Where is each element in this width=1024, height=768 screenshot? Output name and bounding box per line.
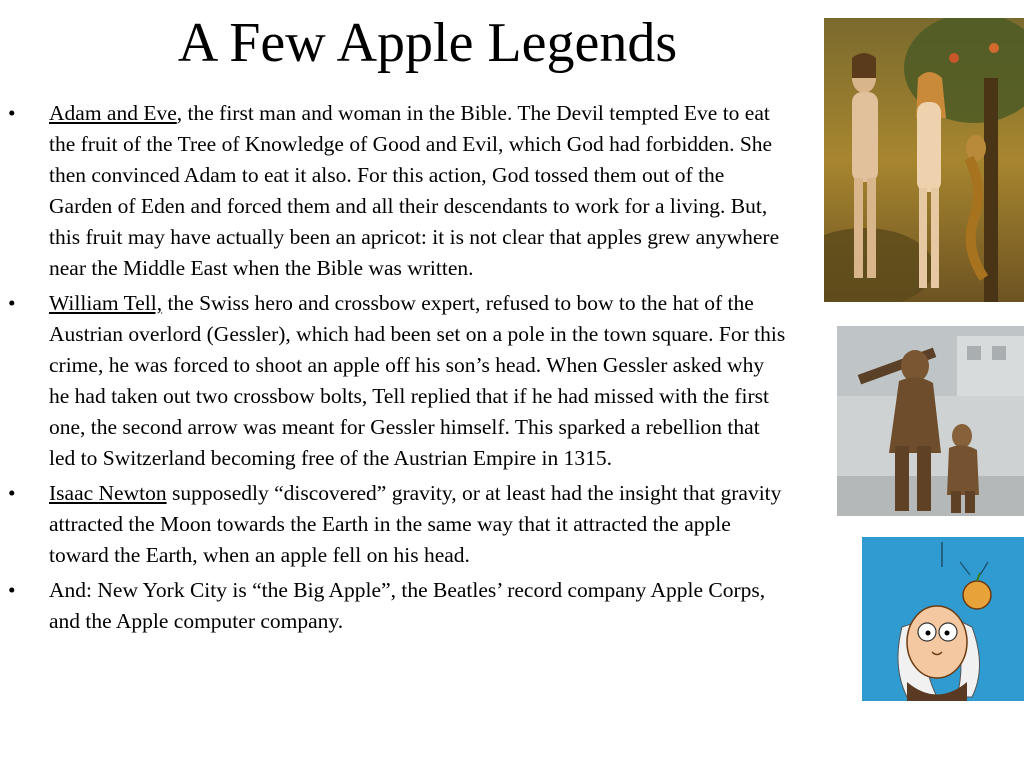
bullet-text-isaac-newton: supposedly “discovered” gravity, or at least had the insight that gravity attracted the Moon towards the Earth in the same way that it attracted the apple toward the Earth, when an apple fell on his head. [49,481,782,567]
bullet-text-other: And: New York City is “the Big Apple”, the Beatles’ record company Apple Corps, and the Apple computer company. [49,578,766,633]
bullet-item-isaac-newton [8,478,788,571]
bullet-list [8,98,788,641]
bullet-marker: • [8,578,16,602]
bullet-lead-adam-eve: Adam and Eve [49,101,177,125]
bullet-item-adam-eve [8,98,788,284]
bullet-lead-william-tell: William Tell, [49,291,163,315]
bullet-marker: • [8,101,16,125]
william-tell-statue-photo [837,326,1024,516]
bullet-item-william-tell [8,288,788,474]
adam-and-eve-painting [824,18,1024,302]
bullet-lead-isaac-newton: Isaac Newton [49,481,167,505]
bullet-marker: • [8,291,16,315]
bullet-marker: • [8,481,16,505]
slide-title: A Few Apple Legends [177,12,678,74]
newton-cartoon [862,537,1024,701]
bullet-item-other [8,575,788,637]
bullet-text-william-tell: the Swiss hero and crossbow expert, refused to bow to the hat of the Austrian overlord (Gessler), which had been set on a pole in the town square. For this crime, he was forced to shoot an apple off his son’s head. When Gessler asked why he had taken out two crossbow bolts, Tell replied that if he had missed with the first one, the second arrow was meant for Gessler himself. This sparked a rebellion that led to Switzerland becoming free of the Austrian Empire in 1315. [49,291,786,470]
bullet-text-adam-eve: , the first man and woman in the Bible. The Devil tempted Eve to eat the fruit of the Tree of Knowledge of Good and Evil, which God had forbidden. She then convinced Adam to eat it also. For this action, God tossed them out of the Garden of Eden and forced them and all their descendants to work for a living. But, this fruit may have actually been an apricot: it is not clear that apples grew anywhere near the Middle East when the Bible was written. [49,101,780,280]
